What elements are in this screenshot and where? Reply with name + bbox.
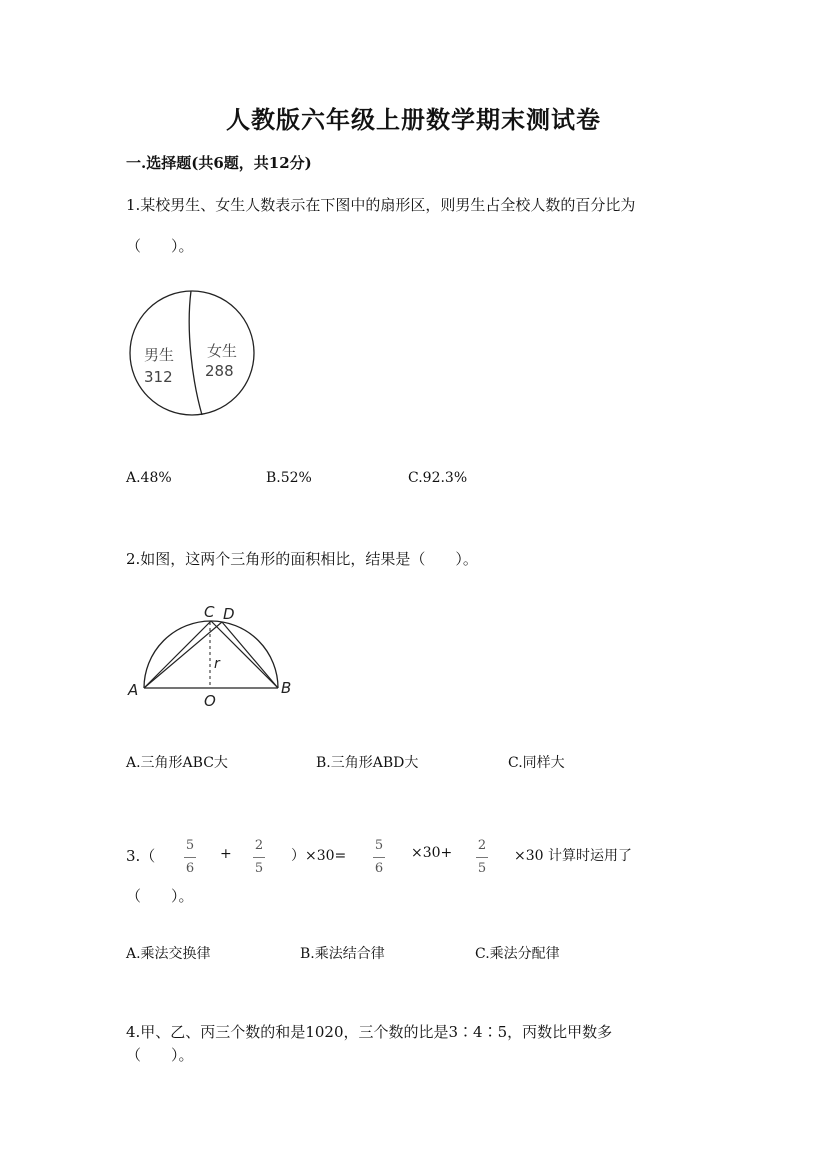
q3-fraction-2 [251, 838, 267, 876]
pie-value-boys: 312 [144, 368, 173, 386]
q1-text: 1.某校男生、女生人数表示在下图中的扇形区，则男生占全校人数的百分比为 [126, 196, 636, 214]
fraction-denominator: 6 [185, 861, 195, 876]
q3-mid: ）×30= [291, 848, 347, 864]
segment-ac [144, 621, 211, 688]
fraction-numerator: 2 [254, 838, 264, 853]
q3-open: 3.（ [126, 847, 156, 865]
pie-label-boys: 男生 [144, 346, 175, 364]
fraction-numerator: 5 [374, 838, 384, 853]
q2-option-a: A.三角形ABC大 [126, 755, 228, 771]
q3-fraction-4 [474, 838, 490, 876]
pie-divider [189, 291, 202, 415]
q2-text: 2.如图，这两个三角形的面积相比，结果是（ ）。 [126, 550, 478, 568]
point-label-o: O [204, 692, 216, 710]
q3-fraction-3 [371, 838, 387, 876]
fraction-bar [253, 857, 265, 858]
fraction-bar [184, 857, 196, 858]
q3-times-plus: ×30+ [411, 845, 453, 861]
pie-value-girls: 288 [205, 362, 234, 380]
q2-option-c: C.同样大 [508, 755, 565, 771]
q3-blank: （ ）。 [126, 887, 194, 905]
radius-label-r: r [214, 656, 220, 672]
q1-option-c: C.92.3% [408, 470, 468, 486]
q3-option-a: A.乘法交换律 [126, 946, 211, 962]
q1-option-b: B.52% [266, 470, 312, 486]
q3-fraction-1 [182, 838, 198, 876]
point-label-d: D [223, 605, 235, 623]
fraction-numerator: 5 [185, 838, 195, 853]
q4-blank: （ ）。 [126, 1046, 194, 1064]
point-label-a: A [128, 681, 139, 699]
fraction-denominator: 5 [254, 861, 264, 876]
segment-cb [211, 621, 278, 688]
fraction-bar [373, 857, 385, 858]
fraction-bar [476, 857, 488, 858]
q3-tail: ×30 计算时运用了 [514, 848, 632, 864]
q2-semicircle-figure [126, 600, 306, 712]
q1-blank: （ ）。 [126, 237, 194, 255]
q2-option-b: B.三角形ABD大 [316, 755, 419, 771]
q3-option-b: B.乘法结合律 [300, 946, 385, 962]
pie-label-girls: 女生 [207, 342, 238, 360]
point-label-c: C [204, 603, 215, 621]
fraction-denominator: 5 [477, 861, 487, 876]
q3-plus: + [220, 846, 232, 862]
q4-text: 4.甲、乙、丙三个数的和是1020，三个数的比是3∶4∶5，丙数比甲数多 [126, 1023, 613, 1041]
page-title: 人教版六年级上册数学期末测试卷 [226, 105, 601, 134]
fraction-numerator: 2 [477, 838, 487, 853]
q1-option-a: A.48% [126, 470, 172, 486]
point-label-b: B [281, 679, 292, 697]
q1-pie-figure [126, 290, 260, 424]
fraction-denominator: 6 [374, 861, 384, 876]
section-heading: 一.选择题(共6题，共12分) [126, 154, 312, 172]
q3-option-c: C.乘法分配律 [475, 946, 560, 962]
